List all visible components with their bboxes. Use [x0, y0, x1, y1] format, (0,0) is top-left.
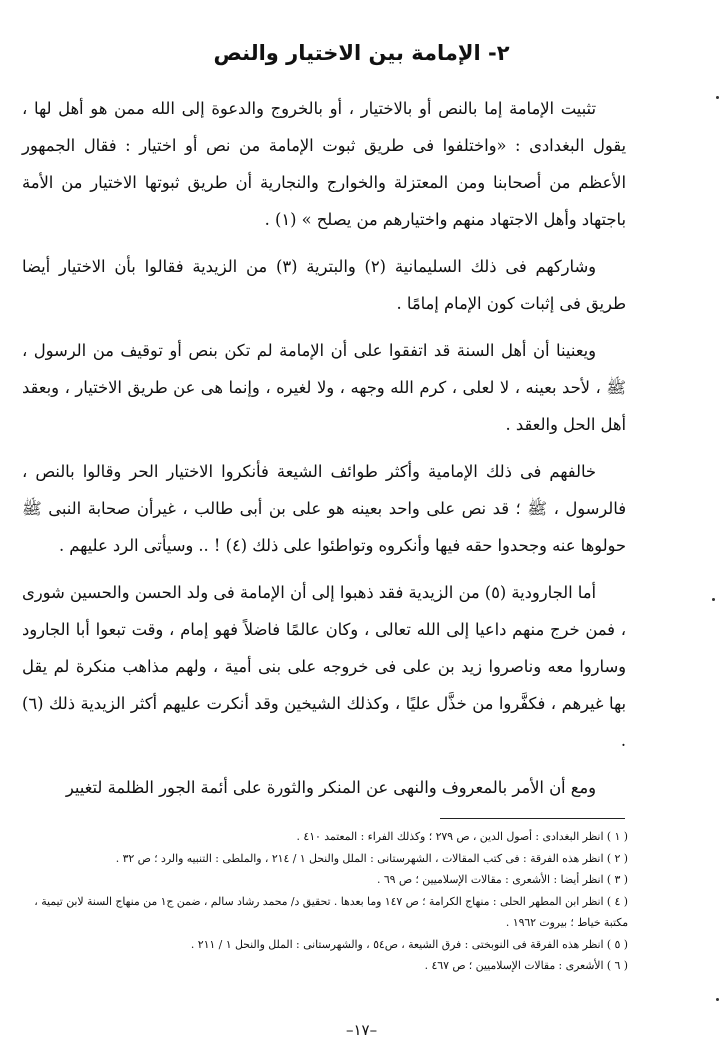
footnote: ( ٢ ) انظر هذه الفرقة : فى كتب المقالات ، الشهرستانى : الملل والنحل ١ / ٢١٤ ، والملطى : التنبيه والرد ؛ ص ٣٢ . [115, 851, 628, 865]
footnote: ( ٥ ) انظر هذه الفرقة فى النوبختى : فرق الشيعة ، ص٥٤ ، والشهرستانى : الملل والنحل ١ / ٢١١ . [190, 937, 628, 951]
page-number: –١٧– [345, 1021, 378, 1039]
footnote: ( ١ ) انظر البغدادى : أصول الدين ، ص ٢٧٩ ؛ وكذلك الفراء : المعتمد ٤١٠ . [296, 830, 628, 843]
footnote: ( ٣ ) انظر أيضا : الأشعرى : مقالات الإسلاميين ؛ ص ٦٩ . [377, 873, 628, 886]
margin-mark [716, 998, 719, 1001]
footnotes [22, 826, 628, 977]
margin-mark [712, 598, 715, 601]
paragraph: أما الجارودية (٥) من الزيدية فقد ذهبوا إلى أن الإمامة فى ولد الحسن والحسين شورى ، فمن خرج منهم داعيا إلى الله تعالى ، وكان عالمًا فاضلاً فهو إمام ، وقت تبعوا أبا الجارود وساروا معه وناصروا زيد بن على فى خروجه على بنى أمية ، ولهم مذاهب منكرة لم يقل بها غيرهم ، فكفَّروا من خذَّل عليًا ، وكذلك الشيخين وقد أنكرت عليهم أكثر الزيدية ذلك (٦) . [22, 583, 626, 750]
paragraph: ومع أن الأمر بالمعروف والنهى عن المنكر والثورة على أئمة الجور الظلمة لتغيير [65, 778, 596, 797]
footnote: ( ٦ ) الأشعرى : مقالات الإسلاميين ؛ ص ٤٦٧ . [424, 959, 628, 972]
section-title: ٢- الإمامة بين الاختيار والنص [213, 41, 510, 65]
paragraph: وشاركهم فى ذلك السليمانية (٢) والبترية (٣) من الزيدية فقالوا بأن الاختيار أيضا طريق فى إثبات كون الإمام إمامًا . [22, 257, 626, 313]
main-text [22, 90, 626, 816]
margin-mark [716, 96, 719, 99]
footnote-divider [440, 818, 625, 819]
paragraph: ويعنينا أن أهل السنة قد اتفقوا على أن الإمامة لم تكن بنص أو توقيف من الرسول ، ﷺ ، لأحد بعينه ، لا لعلى ، كرم الله وجهه ، ولا لغيره ، وإنما هى عن طريق الاختيار ، وبعقد أهل الحل والعقد . [22, 341, 626, 434]
paragraph: خالفهم فى ذلك الإمامية وأكثر طوائف الشيعة فأنكروا الاختيار الحر وقالوا بالنص ، فالرسول ، ﷺ ؛ قد نص على واحد بعينه هو على بن أبى طالب ، غيرأن صحابة النبى ﷺ حولوها عنه وجحدوا حقه فيها وأنكروه وتواطئوا على ذلك (٤) ! .. وسيأتى الرد عليهم . [22, 462, 626, 555]
paragraph: تثبيت الإمامة إما بالنص أو بالاختيار ، أو بالخروج والدعوة إلى الله ممن هو أهل لها ، يقول البغدادى : «واختلفوا فى طريق ثبوت الإمامة من نص أو اختيار : فقال الجمهور الأعظم من أصحابنا ومن المعتزلة والخوارج والنجارية أن طريق ثبوتها الاختيار من الأمة باجتهاد وأهل الاجتهاد منهم واختيارهم من يصلح » (١) . [22, 99, 626, 229]
footnote: ( ٤ ) انظر ابن المطهر الحلى : منهاج الكرامة ؛ ص ١٤٧ وما بعدها . تحقيق د/ محمد رشاد سالم ، ضمن ج١ من منهاج السنة لابن تيمية ، مكتبة خياط ؛ بيروت ١٩٦٢ . [34, 894, 628, 929]
